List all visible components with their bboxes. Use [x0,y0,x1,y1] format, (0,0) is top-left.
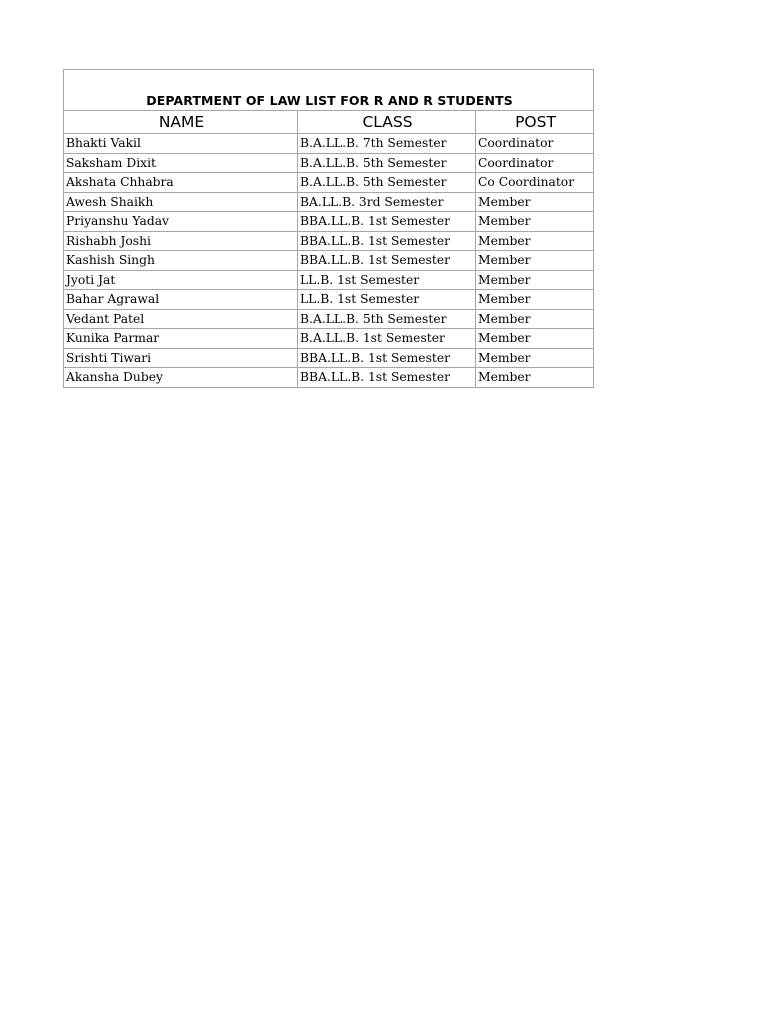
post-cell: Member [476,231,594,251]
name-cell: Vedant Patel [64,309,298,329]
header-name: NAME [64,111,298,134]
class-cell: BBA.LL.B. 1st Semester [298,212,476,232]
name-cell: Akansha Dubey [64,368,298,388]
name-cell: Srishti Tiwari [64,348,298,368]
table-row [64,348,594,368]
post-cell: Member [476,270,594,290]
class-cell: B.A.LL.B. 1st Semester [298,329,476,349]
post-cell: Member [476,290,594,310]
class-cell: LL.B. 1st Semester [298,270,476,290]
table-title: DEPARTMENT OF LAW LIST FOR R AND R STUDENTS [64,70,594,111]
post-cell: Member [476,348,594,368]
class-cell: B.A.LL.B. 5th Semester [298,173,476,193]
post-cell: Co Coordinator [476,173,594,193]
class-cell: BBA.LL.B. 1st Semester [298,251,476,271]
table-row [64,309,594,329]
class-cell: B.A.LL.B. 7th Semester [298,134,476,154]
name-cell: Awesh Shaikh [64,192,298,212]
class-cell: B.A.LL.B. 5th Semester [298,153,476,173]
header-class: CLASS [298,111,476,134]
post-cell: Coordinator [476,153,594,173]
class-cell: BBA.LL.B. 1st Semester [298,368,476,388]
title-row [64,70,594,111]
table-row [64,231,594,251]
name-cell: Priyanshu Yadav [64,212,298,232]
table-row [64,251,594,271]
name-cell: Rishabh Joshi [64,231,298,251]
class-cell: BBA.LL.B. 1st Semester [298,231,476,251]
students-table [63,69,594,388]
name-cell: Kashish Singh [64,251,298,271]
post-cell: Member [476,368,594,388]
table-row [64,134,594,154]
post-cell: Member [476,192,594,212]
class-cell: B.A.LL.B. 5th Semester [298,309,476,329]
post-cell: Member [476,212,594,232]
name-cell: Bahar Agrawal [64,290,298,310]
post-cell: Member [476,251,594,271]
header-row [64,111,594,134]
name-cell: Bhakti Vakil [64,134,298,154]
post-cell: Coordinator [476,134,594,154]
table-row [64,192,594,212]
class-cell: LL.B. 1st Semester [298,290,476,310]
name-cell: Saksham Dixit [64,153,298,173]
table-row [64,212,594,232]
table-row [64,290,594,310]
name-cell: Akshata Chhabra [64,173,298,193]
class-cell: BBA.LL.B. 1st Semester [298,348,476,368]
name-cell: Kunika Parmar [64,329,298,349]
table-row [64,270,594,290]
post-cell: Member [476,309,594,329]
table-row [64,329,594,349]
name-cell: Jyoti Jat [64,270,298,290]
post-cell: Member [476,329,594,349]
class-cell: BA.LL.B. 3rd Semester [298,192,476,212]
table-row [64,368,594,388]
table-row [64,153,594,173]
table-row [64,173,594,193]
header-post: POST [476,111,594,134]
